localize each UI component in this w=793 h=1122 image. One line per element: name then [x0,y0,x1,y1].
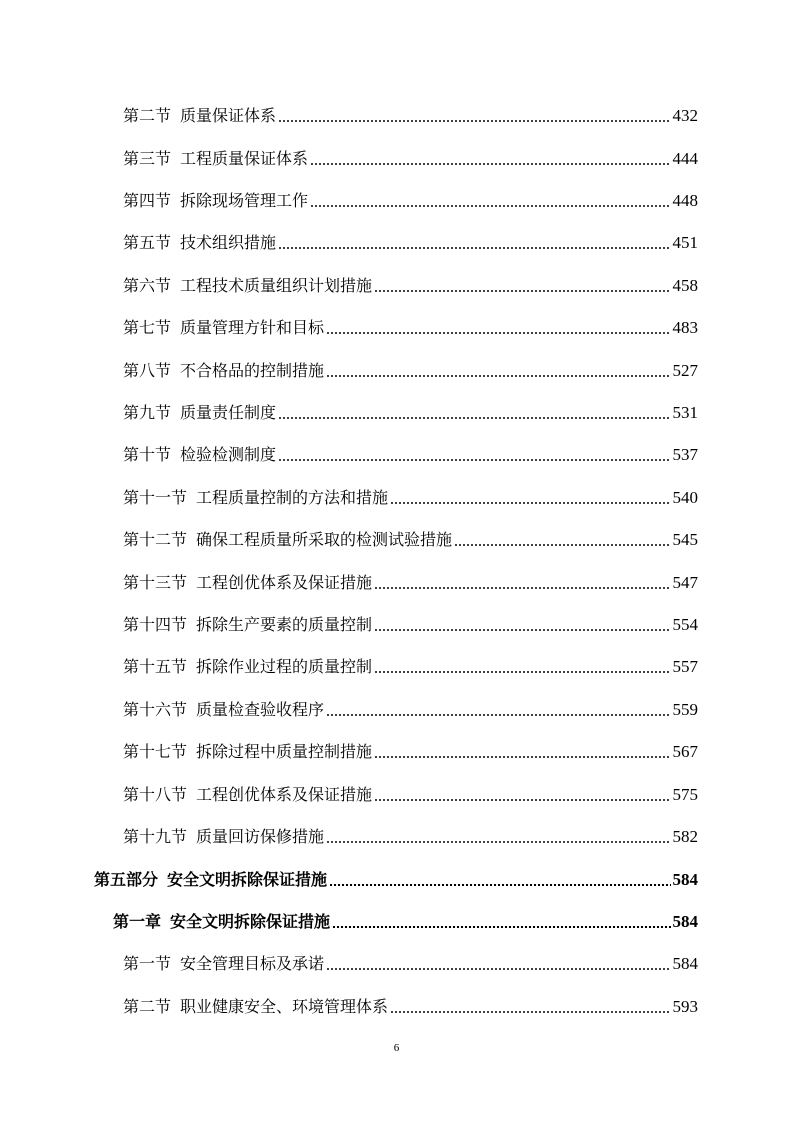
toc-entry-title: 拆除生产要素的质量控制 [196,615,373,634]
toc-dot-leader [374,756,670,758]
toc-entry [123,316,698,340]
toc-dot-leader [374,587,670,589]
toc-entry-number: 第六节 [123,276,172,295]
toc-entry [123,740,698,764]
toc-dot-leader [390,1011,670,1013]
toc-entry-page: 531 [672,403,698,422]
toc-entry [123,359,698,383]
toc-entry [123,698,698,722]
toc-entry-number: 第十七节 [123,742,188,761]
toc-entry-title: 不合格品的控制措施 [180,361,325,380]
toc-entry [123,952,698,976]
toc-entry-number: 第四节 [123,191,172,210]
toc-entry-page: 575 [672,785,698,804]
toc-entry-title: 拆除过程中质量控制措施 [196,742,373,761]
toc-entry-title: 质量检查验收程序 [196,700,325,719]
toc-entry-number: 第二节 [123,997,172,1016]
toc-entry-page: 593 [672,997,698,1016]
toc-entry-page: 527 [672,361,698,380]
toc-entry-number: 第十节 [123,445,172,464]
toc-entry-number: 第八节 [123,361,172,380]
toc-entry-title: 工程创优体系及保证措施 [196,573,373,592]
toc-entry-title: 质量回访保修措施 [196,827,325,846]
toc-entry-number: 第十八节 [123,785,188,804]
toc-dot-leader [374,290,670,292]
toc-entry-chapter [113,910,698,934]
toc-entry-number: 第三节 [123,149,172,168]
toc-entry-title: 技术组织措施 [180,233,277,252]
toc-entry-title: 安全文明拆除保证措施 [170,912,331,931]
toc-entry-page: 432 [672,106,698,125]
toc-entry-page: 444 [672,149,698,168]
toc-entry-number: 第一节 [123,954,172,973]
toc-entry-page: 540 [672,488,698,507]
toc-entry-number: 第十四节 [123,615,188,634]
toc-dot-leader [278,120,670,122]
toc-entry [123,443,698,467]
toc-dot-leader [278,417,670,419]
toc-dot-leader [374,671,670,673]
toc-entry-title: 检验检测制度 [180,445,277,464]
toc-entry [123,783,698,807]
toc-entry-page: 451 [672,233,698,252]
toc-entry-number: 第七节 [123,318,172,337]
toc-entry-page: 554 [672,615,698,634]
toc-entry [123,995,698,1019]
toc-entry-page: 582 [672,827,698,846]
toc-entry-title: 拆除现场管理工作 [180,191,309,210]
toc-entry-page: 584 [672,912,698,931]
toc-entry-title: 质量责任制度 [180,403,277,422]
toc-entry-number: 第十三节 [123,573,188,592]
toc-entry-number: 第一章 [113,912,162,931]
toc-entry-page: 559 [672,700,698,719]
toc-dot-leader [390,502,670,504]
toc-dot-leader [374,799,670,801]
toc-entry [123,655,698,679]
toc-entry-number: 第十一节 [123,488,188,507]
toc-entry-page: 458 [672,276,698,295]
toc-entry-title: 安全文明拆除保证措施 [167,870,328,889]
toc-entry [123,486,698,510]
toc-entry-number: 第十五节 [123,657,188,676]
toc-entry-page: 448 [672,191,698,210]
toc-dot-leader [278,247,670,249]
toc-dot-leader [374,629,670,631]
toc-entry-number: 第十九节 [123,827,188,846]
page-number: 6 [393,1042,400,1054]
toc-dot-leader [454,544,670,546]
toc-entry-number: 第十二节 [123,530,188,549]
toc-entry [123,825,698,849]
toc-dot-leader [310,205,670,207]
toc-entry [123,231,698,255]
toc-entry [123,401,698,425]
toc-entry-page: 537 [672,445,698,464]
toc-dot-leader [326,841,670,843]
toc-entry-number: 第十六节 [123,700,188,719]
toc-entry [123,571,698,595]
toc-entry-title: 工程技术质量组织计划措施 [180,276,373,295]
toc-entry-number: 第二节 [123,106,172,125]
toc-entry-title: 拆除作业过程的质量控制 [196,657,373,676]
toc-entry [123,528,698,552]
toc-entry-title: 职业健康安全、环境管理体系 [180,997,389,1016]
toc-entry-number: 第五节 [123,233,172,252]
toc-entry-title: 工程创优体系及保证措施 [196,785,373,804]
toc-dot-leader [326,968,670,970]
toc-entry-number: 第九节 [123,403,172,422]
toc-entry-page: 545 [672,530,698,549]
toc-entry-page: 483 [672,318,698,337]
toc-dot-leader [329,884,670,886]
toc-dot-leader [310,163,670,165]
toc-entry-title: 质量管理方针和目标 [180,318,325,337]
toc-entry-title: 确保工程质量所采取的检测试验措施 [196,530,453,549]
toc-entry-page: 584 [672,954,698,973]
toc-entry [123,189,698,213]
toc-entry-number: 第五部分 [94,870,159,889]
toc-dot-leader [326,375,670,377]
toc-entry [123,613,698,637]
toc-dot-leader [326,332,670,334]
toc-dot-leader [326,714,670,716]
toc-entry-title: 安全管理目标及承诺 [180,954,325,973]
toc-entry-page: 547 [672,573,698,592]
toc-entry [123,274,698,298]
toc-dot-leader [332,926,670,928]
toc-entry-page: 584 [672,870,698,889]
toc-entry-page: 567 [672,742,698,761]
toc-entry-title: 工程质量保证体系 [180,149,309,168]
toc-entry-title: 工程质量控制的方法和措施 [196,488,389,507]
toc-entry-page: 557 [672,657,698,676]
toc-entry [123,104,698,128]
toc-entry-title: 质量保证体系 [180,106,277,125]
toc-entry [123,147,698,171]
toc-dot-leader [278,459,670,461]
toc-entry-part [94,868,698,892]
